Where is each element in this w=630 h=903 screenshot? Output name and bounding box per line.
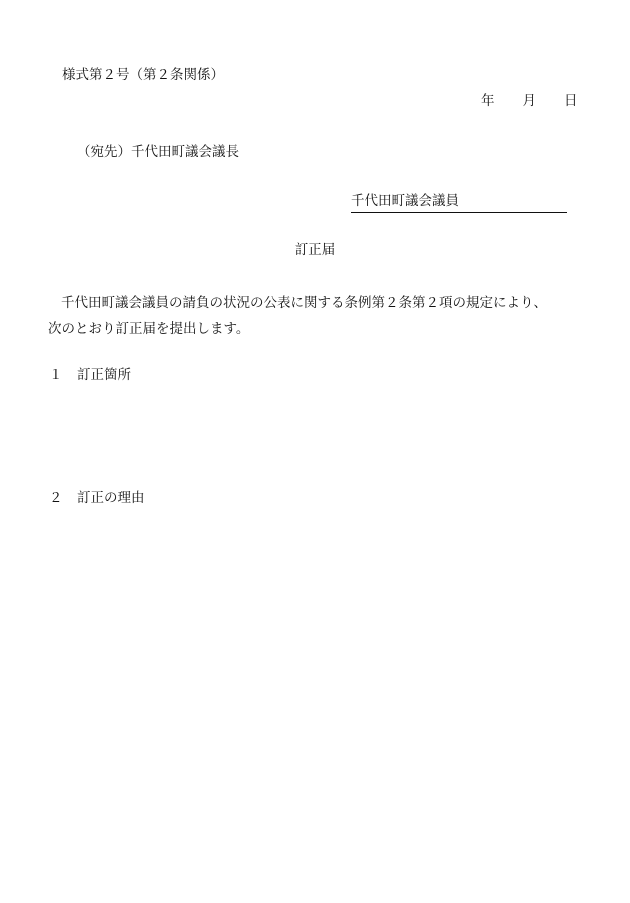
item-correction-location <box>49 366 131 385</box>
body-line-1: 千代田町議会議員の請負の状況の公表に関する条例第２条第２項の規定により、 <box>61 295 547 311</box>
date-month: 月 <box>522 93 536 109</box>
item-number: ２ <box>49 490 63 506</box>
addressee: （宛先）千代田町議会議長 <box>77 144 239 160</box>
item-label: 訂正の理由 <box>77 490 145 506</box>
item-label: 訂正箇所 <box>77 367 131 383</box>
date-day: 日 <box>564 93 578 109</box>
item-correction-reason <box>49 489 145 508</box>
submitter-field <box>351 192 567 213</box>
document-title: 訂正届 <box>294 242 336 258</box>
body-line-2: 次のとおり訂正届を提出します。 <box>48 321 250 337</box>
submitter-label: 千代田町議会議員 <box>351 193 459 209</box>
body-text <box>48 290 588 342</box>
date-year: 年 <box>481 93 495 109</box>
item-number: １ <box>49 367 63 383</box>
date-line <box>481 92 578 111</box>
form-number: 様式第２号（第２条関係） <box>62 67 224 83</box>
